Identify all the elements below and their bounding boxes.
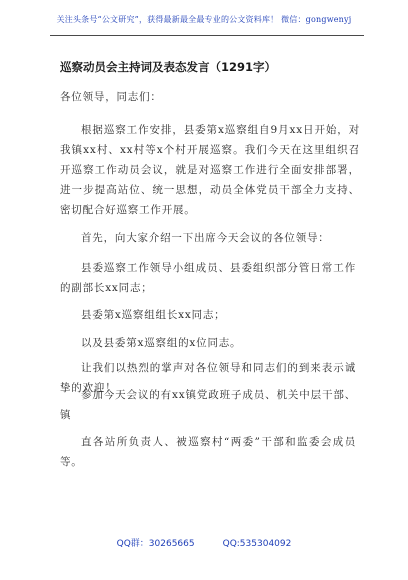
paragraph-opening: 根据巡察工作安排，县委第x巡察组自9月xx日开始，对我镇xx村、xx村等x个村开展巡察。我们今天在这里组织召开巡察工作动员会议，就是对巡察工作进行全面安排部署，进一步提高站位、统一思想，动员全体党员干部全力支持、密切配合好巡察工作开展。	[60, 124, 360, 216]
paragraph-attendees-continued: 直各站所负责人、被巡察村“两委”干部和监委会成员等。	[60, 436, 356, 468]
paragraph-leader-1: 县委巡察工作领导小组成员、县委组织部分管日常工作的副部长xx同志；	[60, 262, 356, 294]
paragraph-leader-3: 以及县委第x巡察组的x位同志。	[81, 337, 242, 349]
page-footer	[0, 536, 408, 549]
header-divider	[50, 35, 364, 36]
paragraph-attendees: 参加今天会议的有xx镇党政班子成员、机关中层干部、镇	[60, 389, 356, 421]
salutation: 各位领导，同志们：	[60, 91, 162, 103]
paragraph-leader-2: 县委第x巡察组组长xx同志；	[81, 309, 226, 321]
paragraph-welcome: 让我们以热烈的掌声对各位领导和同志们的到来表示诚挚的欢迎！	[60, 362, 356, 394]
paragraph-introduction: 首先，向大家介绍一下出席今天会议的各位领导：	[81, 232, 330, 244]
page-header-promo: 关注头条号“公文研究”，获得最新最全最专业的公文资料库！ 微信：gongwenyj	[56, 15, 352, 24]
document-title: 巡察动员会主持词及表态发言（1291字）	[60, 60, 277, 74]
footer-qq: QQ:535304092	[222, 539, 292, 549]
footer-qq-group: QQ群：30265665	[116, 539, 195, 549]
